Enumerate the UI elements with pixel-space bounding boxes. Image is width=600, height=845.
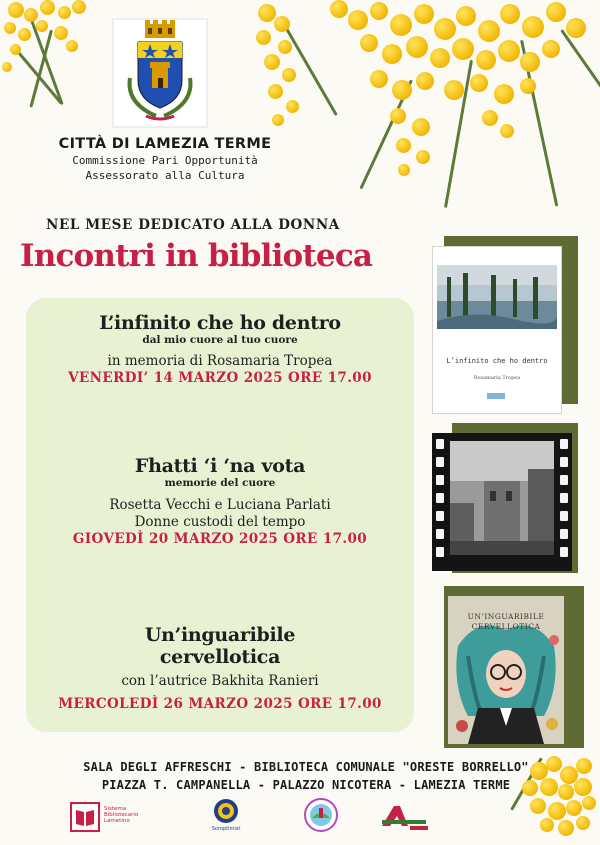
organizer-block: [40, 136, 290, 182]
event-1: [26, 312, 414, 387]
city-name: CITTÀ DI LAMEZIA TERME: [58, 136, 272, 152]
event-3-date: MERCOLEDÌ 26 MARZO 2025 ORE 17.00: [58, 696, 382, 712]
book-3-title-line1: UN’INGUARIBILE: [467, 612, 545, 621]
event-1-description: in memoria di Rosamaria Tropea: [107, 353, 333, 369]
mimosa-top-right-decoration: [220, 0, 600, 230]
book-1-cover: [432, 246, 562, 414]
book-1-title: L’infinito che ho dentro: [446, 357, 548, 365]
event-3: [26, 624, 414, 713]
main-title: Incontri in biblioteca: [20, 238, 373, 274]
event-2-subtitle: memorie del cuore: [164, 477, 276, 489]
sistema-bibliotecario-label: Sistema Bibliotecario Lametino: [104, 806, 139, 824]
venue-line-2: PIAZZA T. CAMPANELLA - PALAZZO NICOTERA - LAMEZIA TERME: [101, 778, 511, 792]
event-3-title-line2: cervellotica: [159, 646, 281, 668]
book-3-cover: [448, 596, 564, 744]
pari-opportunita-logo: [304, 798, 338, 832]
partner-logos: [0, 796, 600, 840]
soroptimist-logo: [206, 798, 246, 836]
events-panel: [26, 298, 414, 732]
lamezia-brand-logo: [380, 802, 430, 832]
event-2-description: Donne custodi del tempo: [134, 514, 306, 530]
event-1-date: VENERDI’ 14 MARZO 2025 ORE 17.00: [68, 370, 372, 386]
event-2: [26, 455, 414, 548]
book-3-title-line2: CERVELLOTICA: [471, 622, 541, 631]
city-crest-logo: [112, 18, 208, 128]
event-3-description: con l’autrice Bakhita Ranieri: [121, 673, 319, 689]
sistema-bibliotecario-logo: [70, 800, 140, 834]
event-2-authors: Rosetta Vecchi e Luciana Parlati: [109, 497, 331, 513]
month-subtitle: NEL MESE DEDICATO ALLA DONNA: [46, 217, 340, 233]
commission-name: Commissione Pari Opportunità: [72, 154, 258, 167]
mimosa-top-left-decoration: [0, 0, 110, 140]
venue-line-1: SALA DEGLI AFFRESCHI - BIBLIOTECA COMUNALE "ORESTE BORRELLO": [83, 760, 529, 774]
event-1-title: L’infinito che ho dentro: [99, 312, 341, 334]
event-1-subtitle: dal mio cuore al tuo cuore: [142, 334, 298, 346]
book-1-author: Rosamaria Tropea: [473, 375, 521, 381]
department-name: Assessorato alla Cultura: [85, 169, 245, 182]
book-2-cover-filmstrip: [432, 433, 572, 571]
soroptimist-label: Soroptimist: [211, 826, 241, 832]
event-2-date: GIOVEDÌ 20 MARZO 2025 ORE 17.00: [72, 531, 368, 547]
event-3-title-line1: Un’inguaribile: [144, 624, 296, 646]
event-2-title: Fhatti ‘i ‘na vota: [134, 455, 306, 477]
